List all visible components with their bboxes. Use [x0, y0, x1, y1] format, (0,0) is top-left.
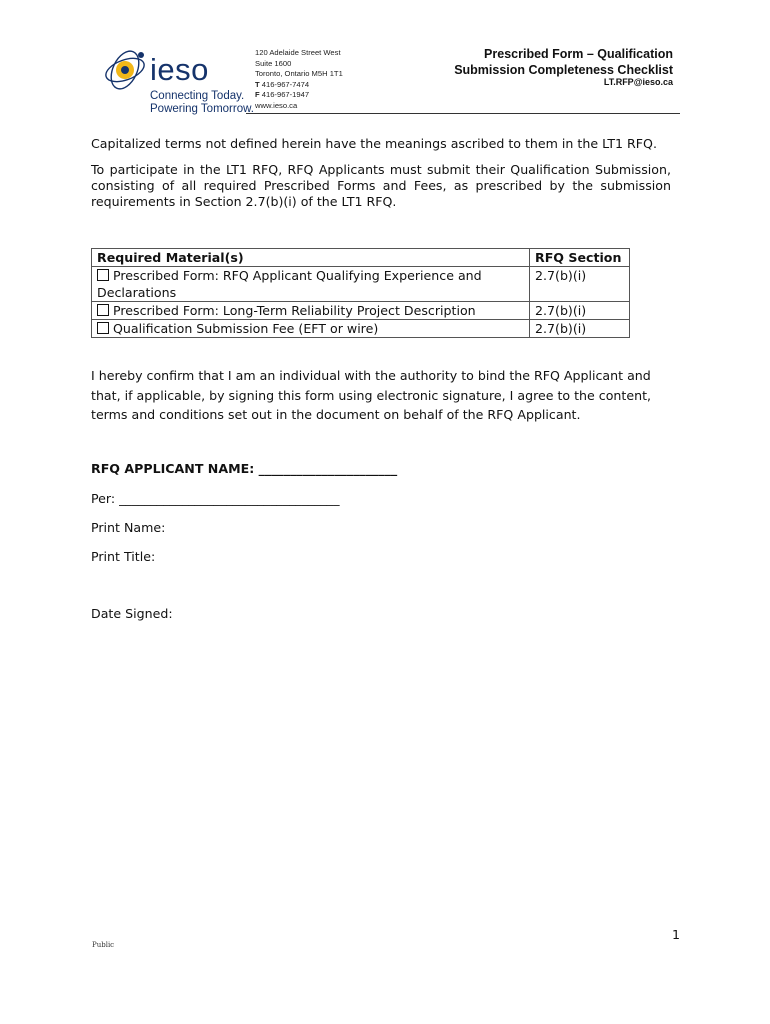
col-header-section: RFQ Section	[530, 249, 630, 267]
phone-number: 416-967-7474	[261, 79, 310, 89]
print-title-field[interactable]: Print Title:	[91, 549, 156, 564]
required-materials-table	[91, 248, 630, 338]
contact-email-link[interactable]: LT.RFP@ieso.ca	[603, 77, 673, 87]
confirmation-statement: I hereby confirm that I am an individual with the authority to bind the RFQ Applicant and that, if applicable, by signing this form using electronic signature, I agree to the content, terms and conditions set out in the document on behalf of the RFQ Applicant.	[91, 368, 652, 422]
print-name-field[interactable]: Print Name:	[91, 520, 166, 535]
material-text: Qualification Submission Fee (EFT or wire)	[113, 321, 379, 336]
header-divider	[246, 113, 680, 114]
applicant-name-field[interactable]: RFQ APPLICANT NAME: ______________________	[91, 461, 398, 476]
table-row	[92, 267, 630, 302]
fax-number: 416-967-1947	[261, 90, 310, 100]
section-cell: 2.7(b)(i)	[530, 320, 630, 338]
logo-wordmark: ieso	[150, 52, 209, 87]
address-block	[255, 48, 343, 112]
tagline-line-1: Connecting Today.	[150, 90, 245, 102]
form-title-line-2: Submission Completeness Checklist	[454, 63, 673, 77]
col-header-material: Required Material(s)	[92, 249, 530, 267]
website-link[interactable]: www.ieso.ca	[255, 100, 298, 110]
section-cell: 2.7(b)(i)	[530, 267, 630, 302]
page-number: 1	[672, 927, 681, 942]
phone-line	[255, 80, 343, 91]
per-signature-field[interactable]: Per: ___________________________________	[91, 491, 340, 506]
material-cell	[92, 320, 530, 338]
material-cell	[92, 267, 530, 302]
form-title-line-1: Prescribed Form – Qualification	[484, 47, 673, 61]
address-line-2: Suite 1600	[255, 58, 292, 68]
material-cell	[92, 302, 530, 320]
intro-paragraph-1: Capitalized terms not defined herein have the meanings ascribed to them in the LT1 RFQ.	[91, 136, 657, 151]
table-row	[92, 320, 630, 338]
address-line-3: Toronto, Ontario M5H 1T1	[255, 69, 343, 79]
checkbox[interactable]	[97, 322, 109, 334]
material-text: Prescribed Form: RFQ Applicant Qualifying Experience and Declarations	[97, 268, 482, 300]
intro-paragraph-2: To participate in the LT1 RFQ, RFQ Applicants must submit their Qualification Submission, consisting of all required Prescribed Forms and Fees, as prescribed by the submission requirements in Section 2.7(b)(i) of the LT1 RFQ.	[91, 162, 671, 209]
table-row	[92, 302, 630, 320]
material-text: Prescribed Form: Long-Term Reliability Project Description	[113, 303, 476, 318]
fax-label: F	[255, 90, 260, 100]
date-signed-field[interactable]: Date Signed:	[91, 606, 173, 621]
checkbox[interactable]	[97, 269, 109, 281]
classification-label: Public	[92, 941, 115, 949]
fax-line	[255, 90, 343, 101]
section-cell: 2.7(b)(i)	[530, 302, 630, 320]
tagline-line-2: Powering Tomorrow.	[150, 103, 254, 115]
checkbox[interactable]	[97, 304, 109, 316]
phone-label: T	[255, 79, 260, 89]
address-line-1: 120 Adelaide Street West	[255, 48, 341, 57]
table-header-row	[92, 249, 630, 267]
